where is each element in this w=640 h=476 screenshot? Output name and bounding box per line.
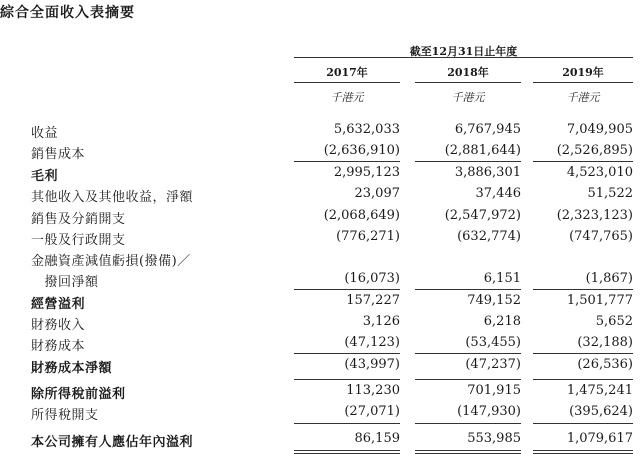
row-value: 23,097 <box>354 186 400 201</box>
subtotal-rule-operating-profit <box>533 289 633 290</box>
unit-label-2: 千港元 <box>451 91 485 104</box>
row-value: (2,068,649) <box>323 208 400 223</box>
row-value: (776,271) <box>336 229 400 244</box>
row-value: (26,536) <box>577 357 633 372</box>
row-value: 86,159 <box>354 431 400 446</box>
row-label: 本公司擁有人應佔年內溢利 <box>31 435 194 450</box>
row-value: (1,867) <box>585 271 633 286</box>
subtotal-rule-operating-profit <box>294 289 400 290</box>
row-value: (27,071) <box>344 404 400 419</box>
year-rule-2 <box>415 82 521 83</box>
total-double-rule-bottom <box>415 453 521 454</box>
row-value: 113,230 <box>346 383 400 398</box>
row-value: 51,522 <box>587 186 633 201</box>
subtotal-rule-tax <box>533 423 633 424</box>
year-header-2019: 2019年 <box>562 66 604 79</box>
row-value: (2,547,972) <box>444 208 521 223</box>
row-value: 749,152 <box>467 293 521 308</box>
row-label: 經營溢利 <box>31 297 86 312</box>
row-value: 5,632,033 <box>333 122 400 137</box>
row-label: 財務收入 <box>31 318 86 333</box>
subtotal-rule-pretax <box>294 379 400 380</box>
row-label: 除所得稅前溢利 <box>31 387 126 402</box>
row-value: (47,123) <box>344 335 400 350</box>
row-label: 撥回淨額 <box>31 275 99 290</box>
row-value: 2,995,123 <box>333 165 400 180</box>
subtotal-rule-finance-cost <box>415 353 521 354</box>
total-double-rule-top <box>415 450 521 451</box>
row-value: (47,237) <box>465 357 521 372</box>
total-double-rule-top <box>533 450 633 451</box>
row-label: 財務成本淨額 <box>31 361 113 376</box>
row-value: (2,881,644) <box>444 143 521 158</box>
row-value: 6,767,945 <box>454 122 521 137</box>
total-double-rule-top <box>294 450 400 451</box>
row-label: 毛利 <box>31 169 59 184</box>
row-value: 1,079,617 <box>566 431 633 446</box>
unit-label-3: 千港元 <box>566 91 600 104</box>
subtotal-rule-gross-profit <box>294 161 400 162</box>
row-label: 財務成本 <box>31 339 86 354</box>
year-header-2018: 2018年 <box>447 66 489 79</box>
row-label: 其他收入及其他收益，淨額 <box>31 190 194 205</box>
row-value: (2,526,895) <box>556 143 633 158</box>
page-title: 綜合全面收入表摘要 <box>0 5 135 21</box>
row-value: (53,455) <box>465 335 521 350</box>
row-label: 銷售成本 <box>31 147 86 162</box>
row-value: (2,323,123) <box>556 208 633 223</box>
row-value: 1,475,241 <box>566 383 633 398</box>
year-header-2017: 2017年 <box>326 66 368 79</box>
row-value: (147,930) <box>457 404 521 419</box>
row-value: (16,073) <box>344 271 400 286</box>
row-value: (632,774) <box>457 229 521 244</box>
year-rule-1 <box>294 82 400 83</box>
subtotal-rule-finance-cost <box>533 353 633 354</box>
subtotal-rule-operating-profit <box>415 289 521 290</box>
row-value: 3,886,301 <box>454 165 521 180</box>
row-value: 5,652 <box>595 314 633 329</box>
subtotal-rule-tax <box>294 423 400 424</box>
subtotal-rule-pretax <box>533 379 633 380</box>
unit-label-1: 千港元 <box>330 91 364 104</box>
row-label: 一般及行政開支 <box>31 233 126 248</box>
row-label: 所得稅開支 <box>31 408 99 423</box>
subtotal-rule-gross-profit <box>415 161 521 162</box>
row-value: 701,915 <box>467 383 521 398</box>
row-value: 157,227 <box>346 293 400 308</box>
row-value: 553,985 <box>467 431 521 446</box>
year-rule-3 <box>533 82 633 83</box>
period-header: 截至12月31日止年度 <box>409 45 518 58</box>
row-value: (747,765) <box>569 229 633 244</box>
row-value: 6,151 <box>483 271 521 286</box>
row-value: 6,218 <box>483 314 521 329</box>
header-rule <box>294 57 633 58</box>
row-label: 銷售及分銷開支 <box>31 212 126 227</box>
row-label: 收益 <box>31 126 59 141</box>
row-value: (43,997) <box>344 357 400 372</box>
row-value: (32,188) <box>577 335 633 350</box>
subtotal-rule-tax <box>415 423 521 424</box>
subtotal-rule-finance-cost <box>294 353 400 354</box>
subtotal-rule-pretax <box>415 379 521 380</box>
row-value: (2,636,910) <box>323 143 400 158</box>
total-double-rule-bottom <box>533 453 633 454</box>
row-value: 7,049,905 <box>566 122 633 137</box>
subtotal-rule-gross-profit <box>533 161 633 162</box>
row-label: 金融資產減值虧損(撥備)／ <box>31 254 191 269</box>
row-value: 37,446 <box>475 186 521 201</box>
row-value: 1,501,777 <box>566 293 633 308</box>
row-value: 4,523,010 <box>566 165 633 180</box>
row-value: (395,624) <box>569 404 633 419</box>
total-double-rule-bottom <box>294 453 400 454</box>
row-value: 3,126 <box>362 314 400 329</box>
